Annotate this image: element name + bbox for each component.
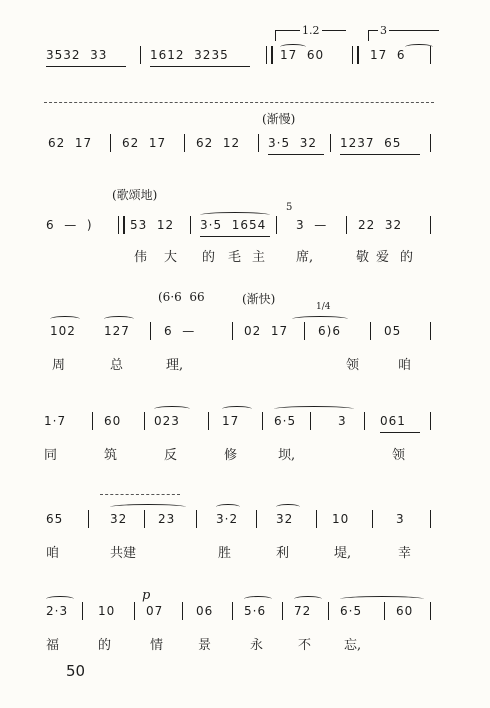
measure-5-1: 1·7 — [44, 414, 67, 428]
measure-2-5: 1237 65 — [340, 136, 402, 150]
barline — [140, 46, 141, 64]
expression-mark: (歌颂地) — [112, 188, 158, 202]
lyric: 的 — [400, 250, 414, 265]
barline — [82, 602, 83, 620]
barline — [430, 216, 431, 234]
barline — [282, 602, 283, 620]
measure-3-2: 53 12 — [130, 218, 175, 232]
slur — [222, 406, 252, 412]
beam — [46, 66, 126, 67]
measure-5-4: 17 — [222, 414, 240, 428]
tempo-mark: (渐慢) — [262, 112, 296, 126]
beam — [380, 432, 420, 433]
repeat-barline — [118, 216, 125, 234]
barline — [92, 412, 93, 430]
barline — [256, 510, 257, 528]
repeat-barline — [266, 46, 273, 64]
measure-2-4: 3·5 32 — [268, 136, 317, 150]
beam — [268, 154, 324, 155]
barline — [134, 602, 135, 620]
beam — [200, 236, 270, 237]
barline — [144, 412, 145, 430]
measure-5-5: 6·5 — [274, 414, 297, 428]
slur — [104, 316, 134, 322]
lyric: 咱 — [46, 546, 60, 561]
measure-6-1: 65 — [46, 512, 64, 526]
measure-4-6: 05 — [384, 324, 402, 338]
measure-7-7: 6·5 — [340, 604, 363, 618]
dashed-tie — [100, 494, 180, 495]
lyric: 共建 — [110, 546, 137, 561]
measure-2-3: 62 12 — [196, 136, 241, 150]
lyric: 爱 — [376, 250, 390, 265]
measure-3-5: 22 32 — [358, 218, 403, 232]
measure-6-7: 3 — [396, 512, 405, 526]
lyric: 情 — [150, 638, 164, 653]
barline — [150, 322, 151, 340]
barline — [144, 510, 145, 528]
slur — [294, 596, 322, 602]
barline — [372, 510, 373, 528]
measure-7-2: 10 — [98, 604, 116, 618]
measure-5-7: 061 — [380, 414, 406, 428]
measure-2-2: 62 17 — [122, 136, 167, 150]
lyric: 的 — [98, 638, 112, 653]
lyric: 周 — [52, 358, 66, 373]
dynamic-mark: p — [142, 588, 151, 603]
lyric: 福 — [46, 638, 60, 653]
measure-6-5: 32 — [276, 512, 294, 526]
slur — [280, 44, 306, 50]
lyric: 胜 — [218, 546, 232, 561]
lyric: 总 — [110, 358, 124, 373]
slur — [216, 504, 240, 510]
slur — [274, 406, 354, 412]
barline — [258, 134, 259, 152]
slur — [405, 44, 433, 50]
barline — [430, 322, 431, 340]
slur — [110, 504, 186, 510]
lyric: 毛 — [228, 250, 242, 265]
barline — [346, 216, 347, 234]
barline — [370, 322, 371, 340]
measure-4-3: 6 — — [164, 324, 196, 338]
slur — [276, 504, 300, 510]
measure-7-6: 72 — [294, 604, 312, 618]
fraction-mark: 1/4 — [316, 302, 331, 312]
measure-6-3: 23 — [158, 512, 176, 526]
barline — [262, 412, 263, 430]
measure-6-4: 3·2 — [216, 512, 239, 526]
measure-1-1: 3532 33 — [46, 48, 108, 62]
barline — [316, 510, 317, 528]
barline — [430, 602, 431, 620]
measure-3-3: 3·5 1654 — [200, 218, 267, 232]
lyric: 主 — [252, 250, 266, 265]
slur — [46, 596, 74, 602]
measure-7-5: 5·6 — [244, 604, 267, 618]
dashed-separator — [44, 102, 434, 103]
measure-1-3: 17 60 — [280, 48, 325, 62]
barline — [310, 412, 311, 430]
barline — [190, 216, 191, 234]
lyric: 忘, — [344, 638, 362, 653]
barline — [196, 510, 197, 528]
barline — [384, 602, 385, 620]
lyric: 同 — [44, 448, 58, 463]
barline — [182, 602, 183, 620]
tempo-mark: (渐快) — [242, 292, 276, 306]
barline — [232, 322, 233, 340]
lyric: 敬 — [356, 250, 370, 265]
measure-3-4: 3 — — [296, 218, 328, 232]
slur — [50, 316, 80, 322]
measure-4-1: 102 — [50, 324, 76, 338]
measure-6-2: 32 — [110, 512, 128, 526]
lyric: 景 — [198, 638, 212, 653]
measure-5-6: 3 — [338, 414, 347, 428]
barline — [328, 602, 329, 620]
barline — [330, 134, 331, 152]
lyric: 大 — [164, 250, 178, 265]
lyric: 坝, — [278, 448, 296, 463]
slur — [244, 596, 272, 602]
barline — [276, 216, 277, 234]
barline — [430, 510, 431, 528]
measure-2-1: 62 17 — [48, 136, 93, 150]
lyric: 领 — [392, 448, 406, 463]
barline — [430, 412, 431, 430]
measure-1-4: 17 6 — [370, 48, 406, 62]
lyric: 利 — [276, 546, 290, 561]
slur — [292, 316, 348, 322]
measure-5-3: 023 — [154, 414, 180, 428]
measure-4-4: 02 17 — [244, 324, 289, 338]
measure-3-1: 6 — ) — [46, 218, 93, 232]
lyric: 理, — [166, 358, 184, 373]
barline — [88, 510, 89, 528]
lyric: 反 — [164, 448, 178, 463]
measure-7-3: 07 — [146, 604, 164, 618]
volta-label-2: 3 — [380, 24, 387, 37]
lyric: 筑 — [104, 448, 118, 463]
measure-7-1: 2·3 — [46, 604, 69, 618]
measure-7-4: 06 — [196, 604, 214, 618]
lyric: 堤, — [334, 546, 352, 561]
volta-label-1: 1.2 — [302, 24, 320, 37]
lyric: 幸 — [398, 546, 412, 561]
repeat-barline — [352, 46, 359, 64]
barline — [232, 602, 233, 620]
measure-4-5: 6)6 — [318, 324, 341, 338]
barline — [184, 134, 185, 152]
barline — [304, 322, 305, 340]
slur — [340, 596, 424, 602]
lyric: 永 — [250, 638, 264, 653]
grace-note: 5 — [286, 202, 293, 213]
expression-mark: (6·6 66 — [158, 290, 205, 304]
slur — [154, 406, 190, 412]
measure-7-8: 60 — [396, 604, 414, 618]
measure-5-2: 60 — [104, 414, 122, 428]
barline — [208, 412, 209, 430]
barline — [364, 412, 365, 430]
measure-4-2: 127 — [104, 324, 130, 338]
lyric: 的 — [202, 250, 216, 265]
measure-6-6: 10 — [332, 512, 350, 526]
lyric: 伟 — [134, 250, 148, 265]
barline — [110, 134, 111, 152]
lyric: 领 — [346, 358, 360, 373]
lyric: 不 — [298, 638, 312, 653]
page-number: 50 — [66, 662, 86, 680]
barline — [430, 134, 431, 152]
slur — [200, 212, 270, 218]
lyric: 席, — [296, 250, 314, 265]
lyric: 修 — [224, 448, 238, 463]
measure-1-2: 1612 3235 — [150, 48, 229, 62]
beam — [340, 154, 420, 155]
lyric: 咱 — [398, 358, 412, 373]
beam — [150, 66, 250, 67]
